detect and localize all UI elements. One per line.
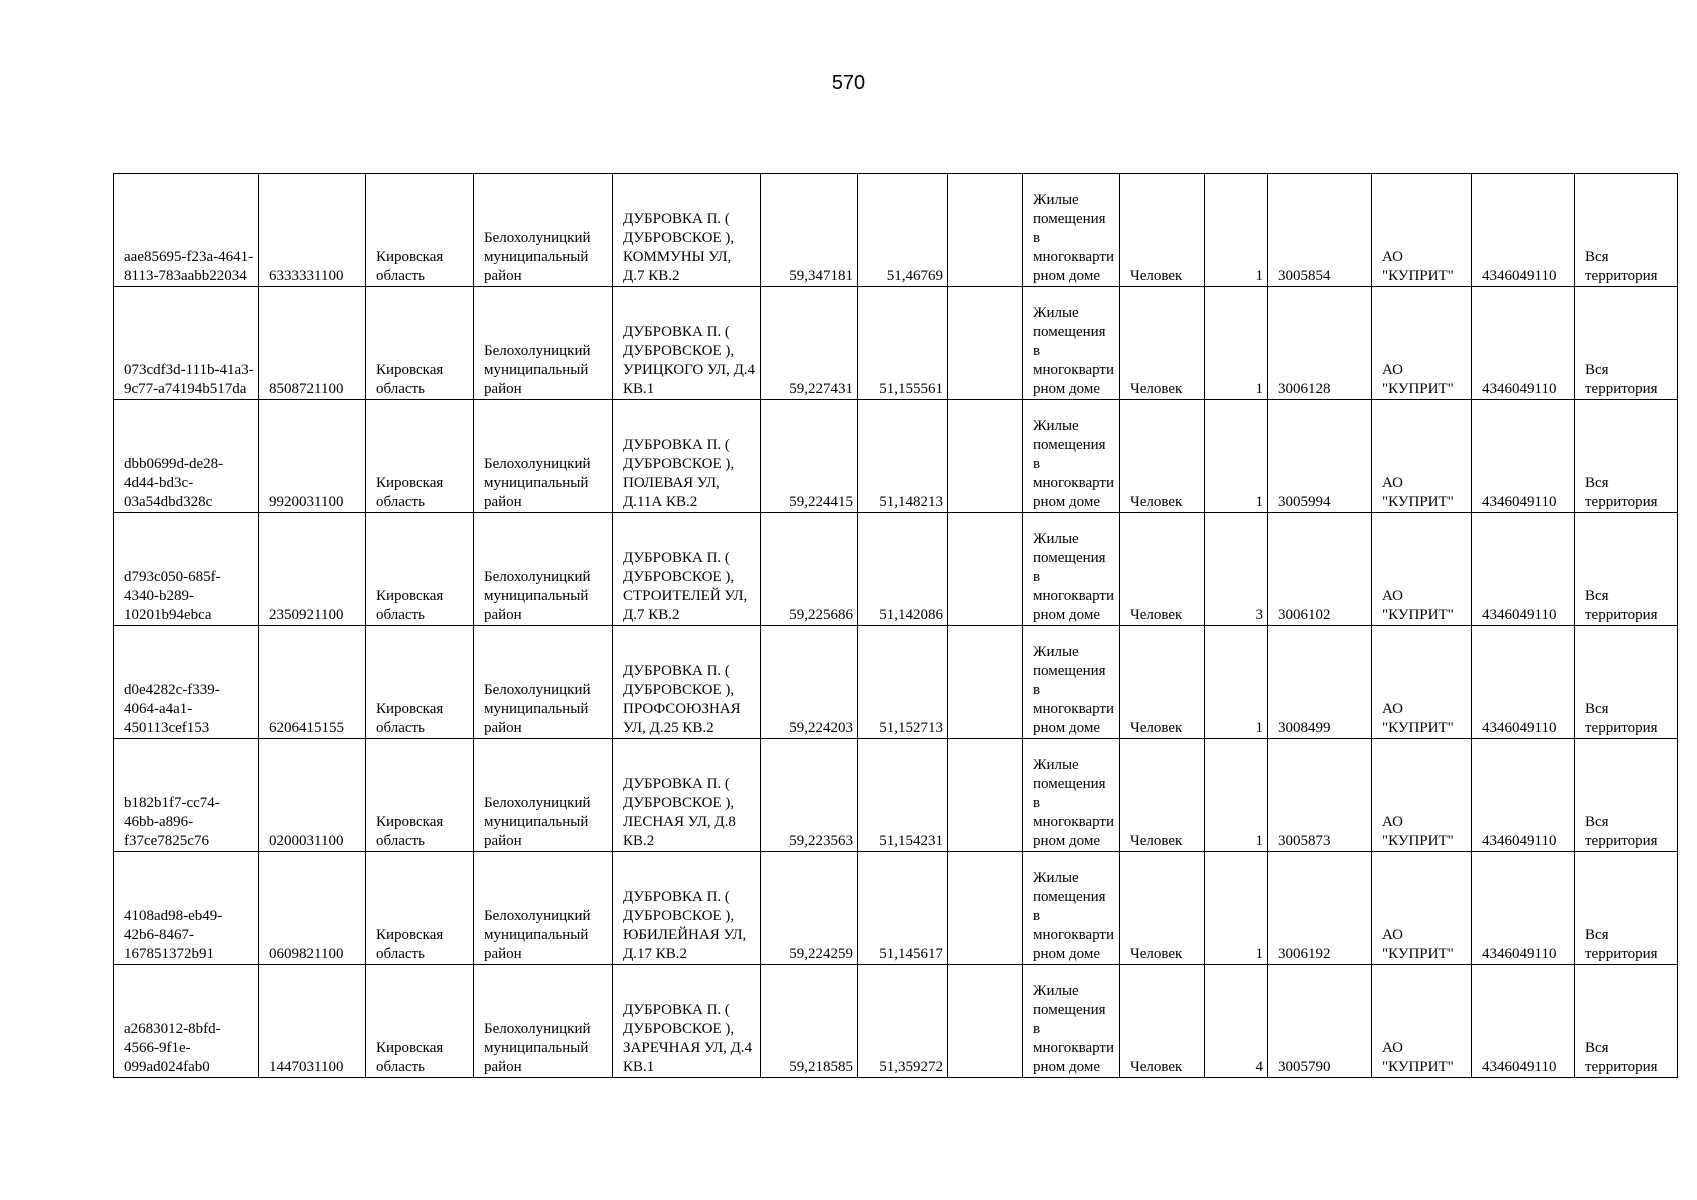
cell-unit: Человек bbox=[1120, 852, 1205, 965]
cell-latitude: 59,223563 bbox=[761, 739, 858, 852]
cell-code: 6206415155 bbox=[259, 626, 366, 739]
cell-quantity: 1 bbox=[1205, 739, 1268, 852]
cell-object-type: Жилые помещения в многоквартирном доме bbox=[1023, 852, 1120, 965]
cell-address: ДУБРОВКА П. ( ДУБРОВСКОЕ ), ЗАРЕЧНАЯ УЛ, Д.4 КВ.1 bbox=[613, 965, 761, 1078]
cell-territory: Вся территория bbox=[1575, 287, 1678, 400]
cell-id: 4108ad98-eb49-42b6-8467-167851372b91 bbox=[114, 852, 259, 965]
cell-district: Белохолуницкий муниципальный район bbox=[474, 852, 613, 965]
table-row bbox=[114, 400, 1678, 513]
cell-empty bbox=[948, 739, 1023, 852]
cell-district: Белохолуницкий муниципальный район bbox=[474, 400, 613, 513]
cell-territory: Вся территория bbox=[1575, 400, 1678, 513]
cell-code: 0609821100 bbox=[259, 852, 366, 965]
cell-address: ДУБРОВКА П. ( ДУБРОВСКОЕ ), КОММУНЫ УЛ, Д.7 КВ.2 bbox=[613, 174, 761, 287]
cell-organization: АО "КУПРИТ" bbox=[1372, 174, 1472, 287]
cell-quantity: 1 bbox=[1205, 626, 1268, 739]
cell-unit: Человек bbox=[1120, 513, 1205, 626]
cell-organization: АО "КУПРИТ" bbox=[1372, 513, 1472, 626]
cell-account: 3005854 bbox=[1268, 174, 1372, 287]
cell-object-type: Жилые помещения в многоквартирном доме bbox=[1023, 174, 1120, 287]
cell-longitude: 51,359272 bbox=[858, 965, 948, 1078]
cell-territory: Вся территория bbox=[1575, 739, 1678, 852]
cell-unit: Человек bbox=[1120, 739, 1205, 852]
cell-latitude: 59,347181 bbox=[761, 174, 858, 287]
cell-address: ДУБРОВКА П. ( ДУБРОВСКОЕ ), ЮБИЛЕЙНАЯ УЛ, Д.17 КВ.2 bbox=[613, 852, 761, 965]
cell-longitude: 51,152713 bbox=[858, 626, 948, 739]
cell-id: 073cdf3d-111b-41a3-9c77-a74194b517da bbox=[114, 287, 259, 400]
cell-district: Белохолуницкий муниципальный район bbox=[474, 174, 613, 287]
table-row bbox=[114, 287, 1678, 400]
cell-unit: Человек bbox=[1120, 287, 1205, 400]
cell-inn: 4346049110 bbox=[1472, 174, 1575, 287]
cell-district: Белохолуницкий муниципальный район bbox=[474, 965, 613, 1078]
table-row bbox=[114, 626, 1678, 739]
cell-inn: 4346049110 bbox=[1472, 739, 1575, 852]
cell-region: Кировская область bbox=[366, 400, 474, 513]
cell-latitude: 59,218585 bbox=[761, 965, 858, 1078]
cell-object-type: Жилые помещения в многоквартирном доме bbox=[1023, 513, 1120, 626]
cell-region: Кировская область bbox=[366, 739, 474, 852]
cell-code: 8508721100 bbox=[259, 287, 366, 400]
cell-longitude: 51,155561 bbox=[858, 287, 948, 400]
table-row bbox=[114, 852, 1678, 965]
cell-district: Белохолуницкий муниципальный район bbox=[474, 626, 613, 739]
cell-object-type: Жилые помещения в многоквартирном доме bbox=[1023, 965, 1120, 1078]
cell-id: d793c050-685f-4340-b289-10201b94ebca bbox=[114, 513, 259, 626]
table-row bbox=[114, 965, 1678, 1078]
cell-account: 3008499 bbox=[1268, 626, 1372, 739]
cell-id: aae85695-f23a-4641-8113-783aabb22034 bbox=[114, 174, 259, 287]
cell-territory: Вся территория bbox=[1575, 852, 1678, 965]
cell-code: 1447031100 bbox=[259, 965, 366, 1078]
cell-code: 2350921100 bbox=[259, 513, 366, 626]
cell-quantity: 1 bbox=[1205, 174, 1268, 287]
cell-quantity: 3 bbox=[1205, 513, 1268, 626]
cell-empty bbox=[948, 400, 1023, 513]
cell-empty bbox=[948, 513, 1023, 626]
table-row bbox=[114, 174, 1678, 287]
cell-account: 3005790 bbox=[1268, 965, 1372, 1078]
cell-quantity: 1 bbox=[1205, 287, 1268, 400]
cell-code: 6333331100 bbox=[259, 174, 366, 287]
cell-unit: Человек bbox=[1120, 626, 1205, 739]
cell-territory: Вся территория bbox=[1575, 965, 1678, 1078]
cell-unit: Человек bbox=[1120, 400, 1205, 513]
cell-organization: АО "КУПРИТ" bbox=[1372, 965, 1472, 1078]
cell-code: 0200031100 bbox=[259, 739, 366, 852]
cell-district: Белохолуницкий муниципальный район bbox=[474, 739, 613, 852]
cell-id: a2683012-8bfd-4566-9f1e-099ad024fab0 bbox=[114, 965, 259, 1078]
cell-id: d0e4282c-f339-4064-a4a1-450113cef153 bbox=[114, 626, 259, 739]
cell-empty bbox=[948, 287, 1023, 400]
cell-unit: Человек bbox=[1120, 965, 1205, 1078]
cell-account: 3006102 bbox=[1268, 513, 1372, 626]
cell-object-type: Жилые помещения в многоквартирном доме bbox=[1023, 287, 1120, 400]
cell-account: 3005873 bbox=[1268, 739, 1372, 852]
cell-district: Белохолуницкий муниципальный район bbox=[474, 513, 613, 626]
cell-object-type: Жилые помещения в многоквартирном доме bbox=[1023, 400, 1120, 513]
cell-latitude: 59,227431 bbox=[761, 287, 858, 400]
cell-longitude: 51,142086 bbox=[858, 513, 948, 626]
cell-territory: Вся территория bbox=[1575, 174, 1678, 287]
cell-region: Кировская область bbox=[366, 174, 474, 287]
table-row bbox=[114, 513, 1678, 626]
cell-address: ДУБРОВКА П. ( ДУБРОВСКОЕ ), УРИЦКОГО УЛ, Д.4 КВ.1 bbox=[613, 287, 761, 400]
cell-quantity: 4 bbox=[1205, 965, 1268, 1078]
cell-organization: АО "КУПРИТ" bbox=[1372, 739, 1472, 852]
cell-inn: 4346049110 bbox=[1472, 513, 1575, 626]
table-body bbox=[114, 174, 1678, 1078]
cell-organization: АО "КУПРИТ" bbox=[1372, 626, 1472, 739]
cell-latitude: 59,224259 bbox=[761, 852, 858, 965]
cell-account: 3006128 bbox=[1268, 287, 1372, 400]
cell-organization: АО "КУПРИТ" bbox=[1372, 852, 1472, 965]
cell-latitude: 59,224415 bbox=[761, 400, 858, 513]
cell-quantity: 1 bbox=[1205, 852, 1268, 965]
cell-longitude: 51,148213 bbox=[858, 400, 948, 513]
cell-address: ДУБРОВКА П. ( ДУБРОВСКОЕ ), ПОЛЕВАЯ УЛ, Д.11А КВ.2 bbox=[613, 400, 761, 513]
cell-longitude: 51,145617 bbox=[858, 852, 948, 965]
cell-latitude: 59,225686 bbox=[761, 513, 858, 626]
registry-table bbox=[113, 173, 1678, 1078]
cell-code: 9920031100 bbox=[259, 400, 366, 513]
page-number: 570 bbox=[831, 72, 866, 94]
cell-empty bbox=[948, 174, 1023, 287]
cell-empty bbox=[948, 626, 1023, 739]
cell-region: Кировская область bbox=[366, 287, 474, 400]
cell-account: 3005994 bbox=[1268, 400, 1372, 513]
cell-empty bbox=[948, 852, 1023, 965]
cell-latitude: 59,224203 bbox=[761, 626, 858, 739]
cell-inn: 4346049110 bbox=[1472, 852, 1575, 965]
cell-region: Кировская область bbox=[366, 513, 474, 626]
cell-organization: АО "КУПРИТ" bbox=[1372, 287, 1472, 400]
cell-id: dbb0699d-de28-4d44-bd3c-03a54dbd328c bbox=[114, 400, 259, 513]
cell-territory: Вся территория bbox=[1575, 626, 1678, 739]
cell-territory: Вся территория bbox=[1575, 513, 1678, 626]
cell-quantity: 1 bbox=[1205, 400, 1268, 513]
cell-empty bbox=[948, 965, 1023, 1078]
cell-inn: 4346049110 bbox=[1472, 400, 1575, 513]
cell-region: Кировская область bbox=[366, 852, 474, 965]
cell-object-type: Жилые помещения в многоквартирном доме bbox=[1023, 739, 1120, 852]
cell-region: Кировская область bbox=[366, 965, 474, 1078]
cell-longitude: 51,46769 bbox=[858, 174, 948, 287]
cell-inn: 4346049110 bbox=[1472, 965, 1575, 1078]
cell-region: Кировская область bbox=[366, 626, 474, 739]
cell-address: ДУБРОВКА П. ( ДУБРОВСКОЕ ), СТРОИТЕЛЕЙ УЛ, Д.7 КВ.2 bbox=[613, 513, 761, 626]
cell-inn: 4346049110 bbox=[1472, 626, 1575, 739]
cell-account: 3006192 bbox=[1268, 852, 1372, 965]
cell-longitude: 51,154231 bbox=[858, 739, 948, 852]
cell-district: Белохолуницкий муниципальный район bbox=[474, 287, 613, 400]
cell-unit: Человек bbox=[1120, 174, 1205, 287]
cell-id: b182b1f7-cc74-46bb-a896-f37ce7825c76 bbox=[114, 739, 259, 852]
cell-address: ДУБРОВКА П. ( ДУБРОВСКОЕ ), ЛЕСНАЯ УЛ, Д.8 КВ.2 bbox=[613, 739, 761, 852]
cell-address: ДУБРОВКА П. ( ДУБРОВСКОЕ ), ПРОФСОЮЗНАЯ УЛ, Д.25 КВ.2 bbox=[613, 626, 761, 739]
cell-inn: 4346049110 bbox=[1472, 287, 1575, 400]
cell-organization: АО "КУПРИТ" bbox=[1372, 400, 1472, 513]
cell-object-type: Жилые помещения в многоквартирном доме bbox=[1023, 626, 1120, 739]
table-row bbox=[114, 739, 1678, 852]
